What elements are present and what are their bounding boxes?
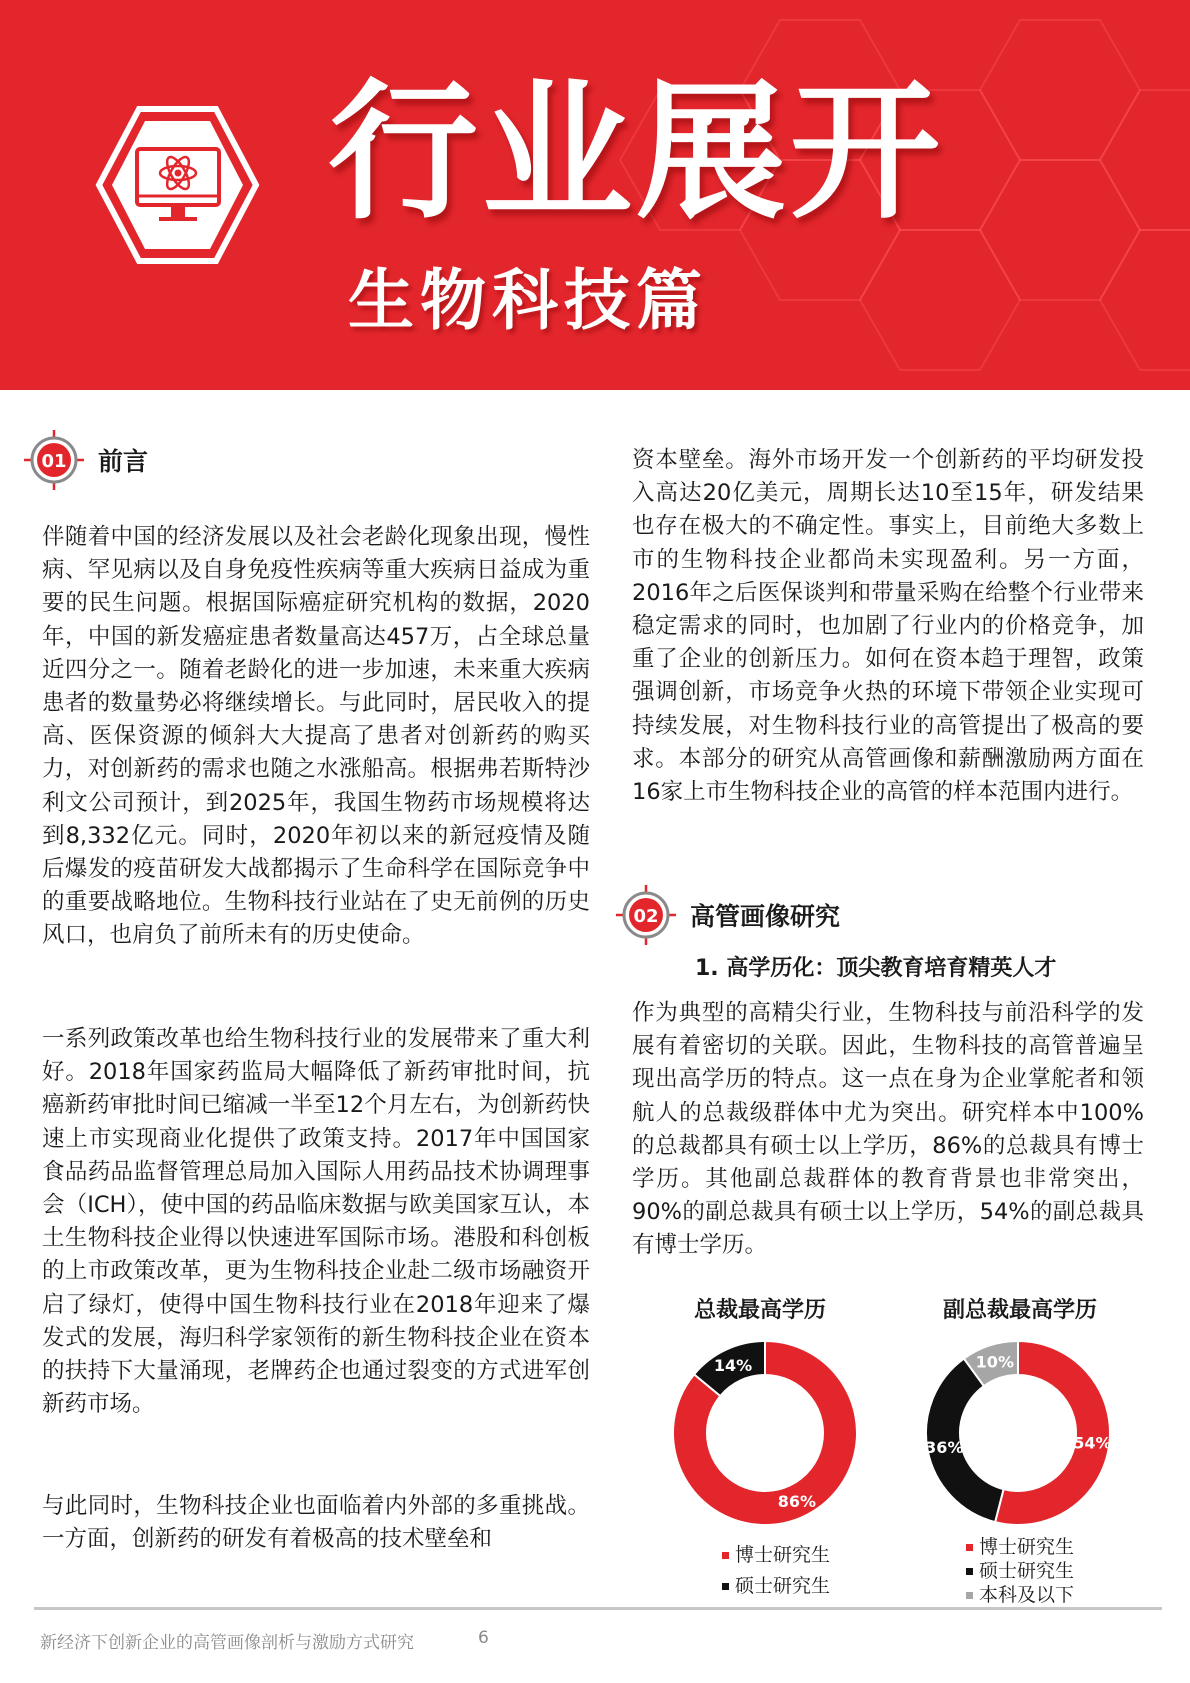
subsection-heading: 1. 高学历化：顶尖教育培育精英人才 [695, 956, 1057, 981]
chart-title-president: 总裁最高学历 [693, 1298, 826, 1323]
chart-legend-president [722, 1540, 830, 1602]
legend-label: 硕士研究生 [979, 1560, 1075, 1582]
legend-swatch [966, 1592, 973, 1599]
target-icon [22, 428, 86, 492]
footer-report-title: 新经济下创新企业的高管画像剖析与激励方式研究 [40, 1633, 414, 1653]
donut-chart-president [665, 1333, 865, 1533]
target-icon [614, 883, 678, 947]
section-number: 02 [633, 906, 659, 927]
legend-swatch [966, 1544, 973, 1551]
legend-swatch [722, 1552, 729, 1559]
page-number: 6 [478, 1628, 489, 1648]
chart-legend-vp [966, 1535, 1074, 1607]
donut-label-1-2: 10% [975, 1352, 1014, 1372]
paragraph-intro-1: 伴随着中国的经济发展以及社会老龄化现象出现，慢性病、罕见病以及自身免疫性疾病等重大疾病日益成为重要的民生问题。根据国际癌症研究机构的数据，2020年，中国的新发癌症患者数量高达457万，占全球总量近四分之一。随着老龄化的进一步加速，未来重大疾病患者的数量势必将继续增长。与此同时，居民收入的提高、医保资源的倾斜大大提高了患者对创新药的购买力，对创新药的需求也随之水涨船高。根据弗若斯特沙利文公司预计，到2025年，我国生物药市场规模将达到8,332亿元。同时，2020年初以来的新冠疫情及随后爆发的疫苗研发大战都揭示了生命科学在国际竞争中的重要战略地位。生物科技行业站在了史无前例的历史风口，也肩负了前所未有的历史使命。 [42, 524, 590, 949]
chart-title-vp: 副总裁最高学历 [942, 1298, 1097, 1323]
paragraph-intro-2: 一系列政策改革也给生物科技行业的发展带来了重大利好。2018年国家药监局大幅降低了新药审批时间，抗癌新药审批时间已缩减一半至12个月左右，为创新药快速上市实现商业化提供了政策支持。2017年中国国家食品药品监督管理总局加入国际人用药品技术协调理事会（ICH），使中国的药品临床数据与欧美国家互认，本土生物科技企业得以快速进军国际市场。港股和科创板的上市政策改革，更为生物科技企业赴二级市场融资开启了绿灯，使得中国生物科技行业在2018年迎来了爆发式的发展，海归科学家领衔的新生物科技企业在资本的扶持下大量涌现，老牌药企也通过裂变的方式进军创新药市场。 [42, 1026, 590, 1418]
donut-label-0-1: 14% [713, 1356, 753, 1376]
section-heading-01 [22, 428, 148, 492]
section-number: 01 [41, 451, 67, 472]
legend-label: 本科及以下 [979, 1584, 1075, 1606]
page-title: 行业展开 [328, 66, 945, 240]
section-heading-02 [614, 883, 840, 947]
section-title: 前言 [98, 447, 149, 476]
legend-item-0-0 [722, 1540, 830, 1571]
legend-label: 博士研究生 [735, 1544, 831, 1566]
legend-swatch [722, 1583, 729, 1590]
legend-swatch [966, 1568, 973, 1575]
donut-label-0-0: 86% [777, 1491, 817, 1511]
donut-label-1-1: 36% [925, 1438, 964, 1458]
header-banner [0, 0, 1190, 390]
paragraph-intro-3: 与此同时，生物科技企业也面临着内外部的多重挑战。一方面，创新药的研发有着极高的技术壁垒和 [42, 1493, 590, 1553]
section-title: 高管画像研究 [690, 902, 841, 931]
legend-item-1-1 [966, 1559, 1074, 1583]
legend-item-0-1 [722, 1571, 830, 1602]
paragraph-education: 作为典型的高精尖行业，生物科技与前沿科学的发展有着密切的关联。因此，生物科技的高管普遍呈现出高学历的特点。这一点在身为企业掌舵者和领航人的总裁级群体中尤为突出。研究样本中100%的总裁都具有硕士以上学历，86%的总裁具有博士学历。其他副总裁群体的教育背景也非常突出，90%的副总裁具有硕士以上学历，54%的副总裁具有博士学历。 [632, 1000, 1144, 1259]
legend-label: 博士研究生 [979, 1536, 1075, 1558]
footer-divider [34, 1607, 1162, 1610]
legend-item-1-0 [966, 1535, 1074, 1559]
donut-label-1-0: 54% [1073, 1433, 1112, 1453]
legend-label: 硕士研究生 [735, 1575, 831, 1597]
page-subtitle: 生物科技篇 [348, 262, 708, 339]
paragraph-intro-4: 资本壁垒。海外市场开发一个创新药的平均研发投入高达20亿美元，周期长达10至15年，研发结果也存在极大的不确定性。事实上，目前绝大多数上市的生物科技企业都尚未实现盈利。另一方面，2016年之后医保谈判和带量采购在给整个行业带来稳定需求的同时，也加剧了行业内的价格竞争，加重了企业的创新压力。如何在资本趋于理智，政策强调创新，市场竞争火热的环境下带领企业实现可持续发展，对生物科技行业的高管提出了极高的要求。本部分的研究从高管画像和薪酬激励两方面在16家上市生物科技企业的高管的样本范围内进行。 [632, 447, 1144, 806]
legend-item-1-2 [966, 1583, 1074, 1607]
donut-chart-vp [918, 1333, 1118, 1533]
biotech-logo-icon [95, 105, 260, 265]
